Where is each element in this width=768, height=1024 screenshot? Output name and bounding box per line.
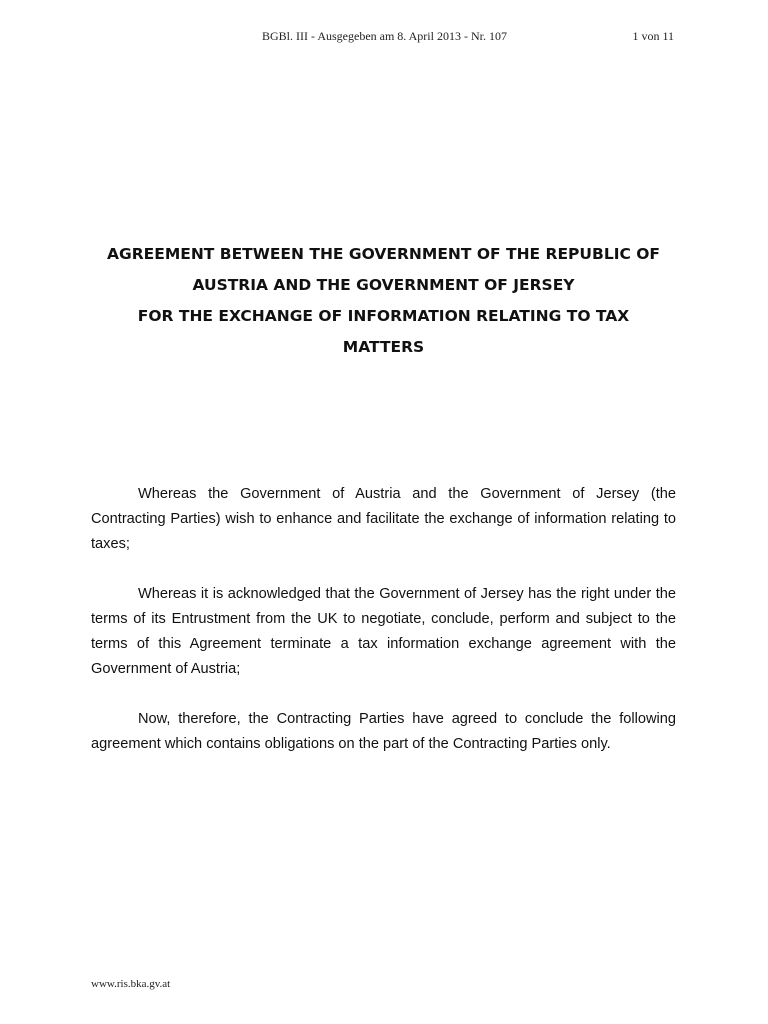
- title-line: AGREEMENT BETWEEN THE GOVERNMENT OF THE REPUBLIC OF: [106, 245, 660, 263]
- title-line: AUSTRIA AND THE GOVERNMENT OF JERSEY: [192, 276, 575, 294]
- preamble-paragraph: Whereas the Government of Austria and the Government of Jersey (the Contracting Parties) wish to enhance and facilitate the exchange of information relating to taxes;: [91, 486, 676, 552]
- page-indicator: 1 von 11: [632, 29, 674, 43]
- title-line: FOR THE EXCHANGE OF INFORMATION RELATING TO TAX: [137, 307, 630, 325]
- document-title: [91, 239, 676, 363]
- gazette-reference: BGBl. III - Ausgegeben am 8. April 2013 - Nr. 107: [262, 29, 507, 43]
- footer-url-link[interactable]: www.ris.bka.gv.at: [91, 978, 171, 990]
- title-line: MATTERS: [342, 338, 425, 356]
- preamble: [91, 482, 676, 782]
- preamble-paragraph: Whereas it is acknowledged that the Government of Jersey has the right under the terms of its Entrustment from the UK to negotiate, conclude, perform and subject to the terms of this Agreement terminate a tax information exchange agreement with the Government of Austria;: [91, 586, 676, 677]
- preamble-paragraph: Now, therefore, the Contracting Parties have agreed to conclude the following agreement which contains obligations on the part of the Contracting Parties only.: [91, 711, 676, 752]
